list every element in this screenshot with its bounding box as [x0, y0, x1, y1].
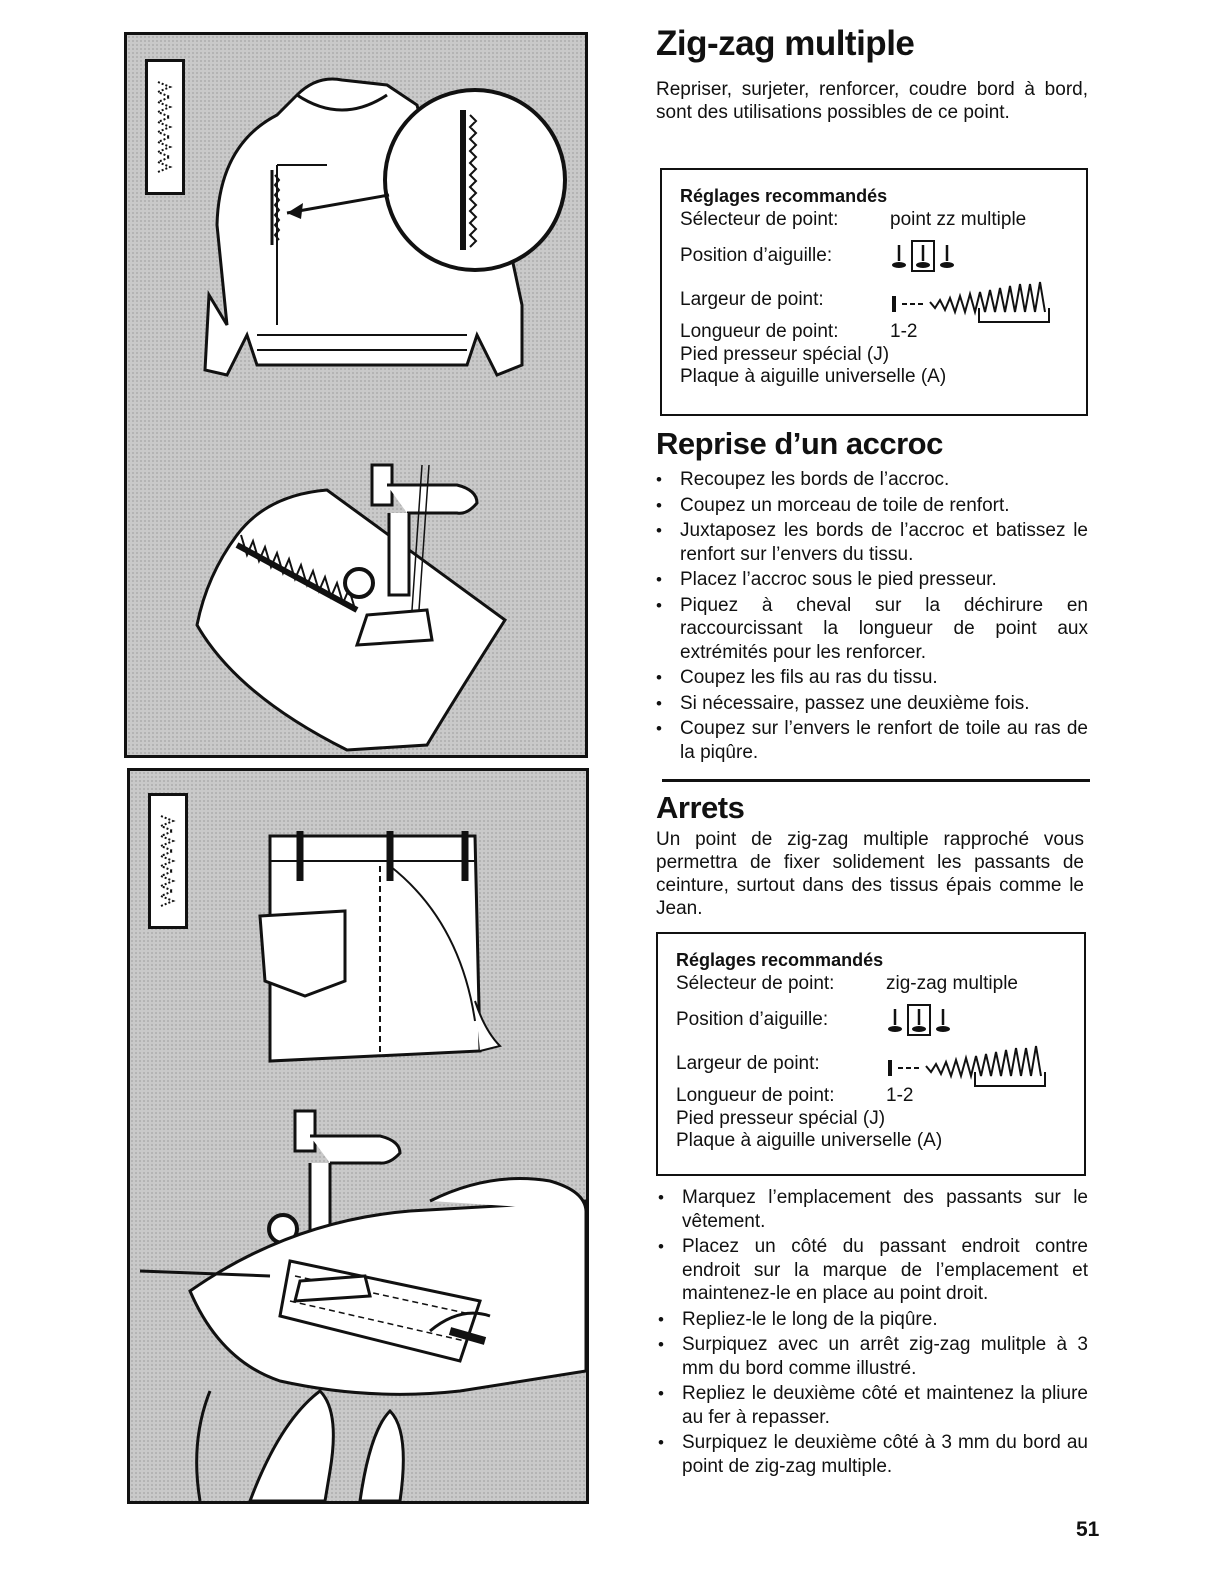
list-item: • Coupez un morceau de toile de renfort. — [656, 494, 1088, 518]
illustration-panel-bottom — [127, 768, 589, 1504]
repair-bullet-list — [656, 468, 1088, 764]
settings-title: Réglages recommandés — [680, 186, 888, 206]
width-label: Largeur de point: — [676, 1053, 820, 1074]
list-item: • Piquez à cheval sur la déchirure en raccourcissant la longueur de point aux extrémités pour les renforcer. — [656, 594, 1088, 665]
selector-label: Sélecteur de point: — [680, 209, 839, 230]
presser-foot-line: Pied presseur spécial (J) — [676, 1108, 886, 1129]
needle-label: Position d’aiguille: — [676, 1009, 829, 1030]
section-title: Reprise d’un accroc — [656, 426, 943, 461]
presser-foot-line: Pied presseur spécial (J) — [680, 344, 890, 365]
stitch-length-row — [676, 1084, 1068, 1108]
list-item: • Repliez le deuxième côté et maintenez la pliure au fer à repasser. — [658, 1382, 1088, 1429]
needle-label: Position d’aiguille: — [680, 245, 833, 266]
stitch-selector-row — [680, 208, 1070, 232]
arrets-section — [656, 790, 1092, 920]
settings-box — [656, 932, 1086, 1176]
length-value: 1-2 — [890, 321, 918, 342]
list-item: • Surpiquez avec un arrêt zig-zag mulitple à 3 mm du bord comme illustré. — [658, 1333, 1088, 1380]
width-label: Largeur de point: — [680, 289, 824, 310]
stitch-pattern-indicator — [148, 793, 188, 929]
list-item: • Si nécessaire, passez une deuxième fois. — [656, 692, 1088, 716]
stitch-pattern-indicator — [145, 59, 185, 195]
needle-position-row — [680, 232, 1070, 280]
illustration-panel-top — [124, 32, 588, 758]
zigzag-section — [656, 24, 1092, 124]
list-item: • Marquez l’emplacement des passants sur le vêtement. — [658, 1186, 1088, 1233]
list-item: • Repliez-le le long de la piqûre. — [658, 1308, 1088, 1332]
list-item: • Juxtaposez les bords de l’accroc et batissez le renfort sur l’envers du tissu. — [656, 519, 1088, 566]
needle-position-row — [676, 996, 1068, 1044]
length-range-icon — [975, 306, 1055, 326]
jacket-and-darning-illustration — [127, 35, 585, 755]
needle-position-icon — [886, 1003, 956, 1037]
list-item: • Coupez les fils au ras du tissu. — [656, 666, 1088, 690]
stitch-length-row — [680, 320, 1070, 344]
settings-title: Réglages recommandés — [676, 950, 884, 970]
list-item: • Placez l’accroc sous le pied presseur. — [656, 568, 1088, 592]
settings-box — [660, 168, 1088, 416]
stitch-selector-row — [676, 972, 1068, 996]
length-value: 1-2 — [886, 1085, 914, 1106]
length-label: Longueur de point: — [680, 321, 839, 342]
zigzag-pattern-icon — [148, 62, 182, 192]
list-item: • Coupez sur l’envers le renfort de toile au ras de la piqûre. — [656, 717, 1088, 764]
needle-plate-line: Plaque à aiguille universelle (A) — [680, 366, 947, 387]
needle-plate-line: Plaque à aiguille universelle (A) — [676, 1130, 943, 1151]
selector-value: point zz multiple — [890, 209, 1027, 230]
section-title: Zig-zag multiple — [656, 24, 915, 63]
arrets-instructions — [658, 1186, 1094, 1480]
list-item: • Recoupez les bords de l’accroc. — [656, 468, 1088, 492]
zigzag-pattern-icon — [151, 796, 185, 926]
section-intro: Repriser, surjeter, renforcer, coudre bord à bord, sont des utilisations possibles de ce point. — [656, 79, 1088, 123]
selector-value: zig-zag multiple — [886, 973, 1018, 994]
arrets-bullet-list — [658, 1186, 1088, 1478]
needle-position-icon — [890, 239, 960, 273]
selector-label: Sélecteur de point: — [676, 973, 835, 994]
list-item: • Surpiquez le deuxième côté à 3 mm du bord au point de zig-zag multiple. — [658, 1431, 1088, 1478]
section-title: Arrets — [656, 790, 745, 825]
section-intro: Un point de zig-zag multiple rapproché vous permettra de fixer solidement les passants de ceinture, surtout dans des tissus épais comme le Jean. — [656, 829, 1084, 919]
page-number: 51 — [1076, 1518, 1100, 1541]
beltloop-illustration — [130, 771, 586, 1501]
length-label: Longueur de point: — [676, 1085, 835, 1106]
length-range-icon — [971, 1070, 1051, 1090]
repair-section — [656, 426, 1092, 766]
section-divider — [662, 779, 1090, 782]
list-item: • Placez un côté du passant endroit contre endroit sur la marque de l’emplacement et maintenez-le en place au point droit. — [658, 1235, 1088, 1306]
